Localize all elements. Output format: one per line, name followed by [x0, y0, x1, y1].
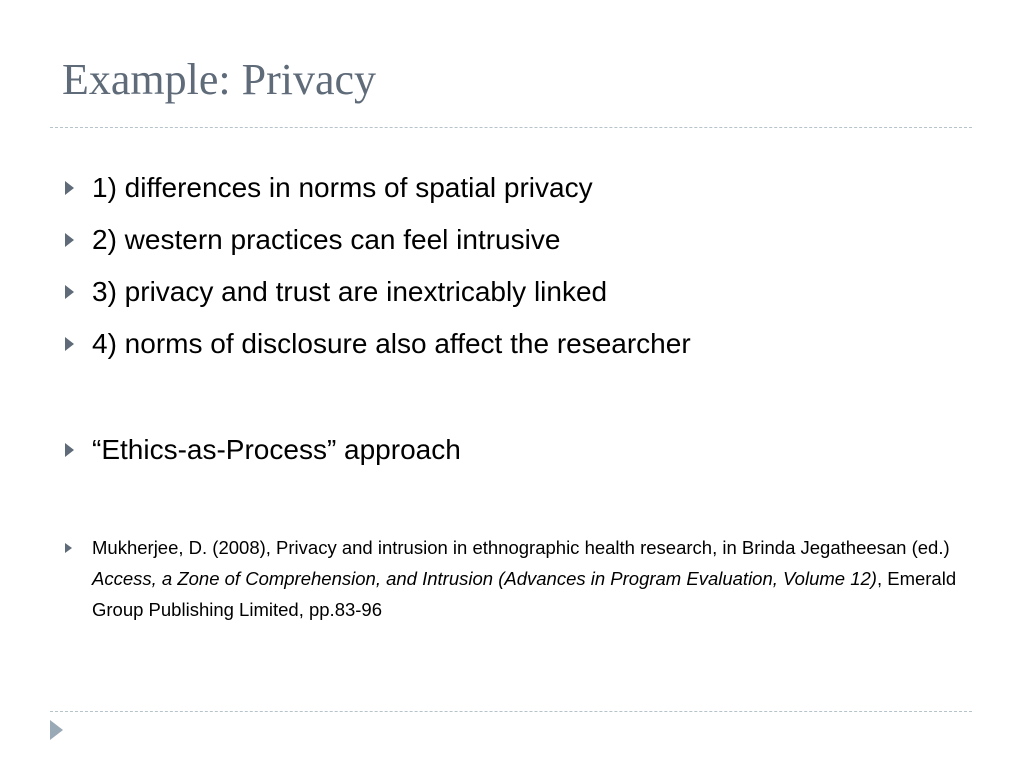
bullet-text: 3) privacy and trust are inextricably linked	[92, 276, 608, 307]
bullet-item	[62, 162, 962, 214]
slide-title: Example: Privacy	[62, 55, 377, 104]
top-divider	[50, 127, 972, 128]
bullet-item	[62, 266, 962, 318]
triangle-bullet-icon	[65, 543, 72, 553]
next-slide-icon[interactable]	[50, 720, 63, 740]
bullet-text: 1) differences in norms of spatial privacy	[92, 172, 593, 203]
triangle-bullet-icon	[65, 233, 74, 247]
reference-citation	[62, 532, 962, 625]
triangle-bullet-icon	[65, 181, 74, 195]
bullet-item	[62, 318, 962, 370]
reference-book-title: Access, a Zone of Comprehension, and Intrusion (Advances in Program Evaluation, Volume 12)	[92, 568, 877, 589]
bottom-divider	[50, 711, 972, 712]
triangle-bullet-icon	[65, 285, 74, 299]
bullet-list	[62, 162, 962, 476]
triangle-bullet-icon	[65, 337, 74, 351]
bullet-item	[62, 214, 962, 266]
reference-text: Mukherjee, D. (2008), Privacy and intrusion in ethnographic health research, in Brinda Jegatheesan (ed.)	[92, 537, 950, 558]
bullet-item	[62, 424, 962, 476]
bullet-text: 4) norms of disclosure also affect the researcher	[92, 328, 691, 359]
reference-publisher: , Emerald Group Publishing Limited, pp.83-96	[92, 568, 957, 620]
bullet-text: 2) western practices can feel intrusive	[92, 224, 561, 255]
bullet-text: “Ethics-as-Process” approach	[92, 434, 461, 465]
triangle-bullet-icon	[65, 443, 74, 457]
